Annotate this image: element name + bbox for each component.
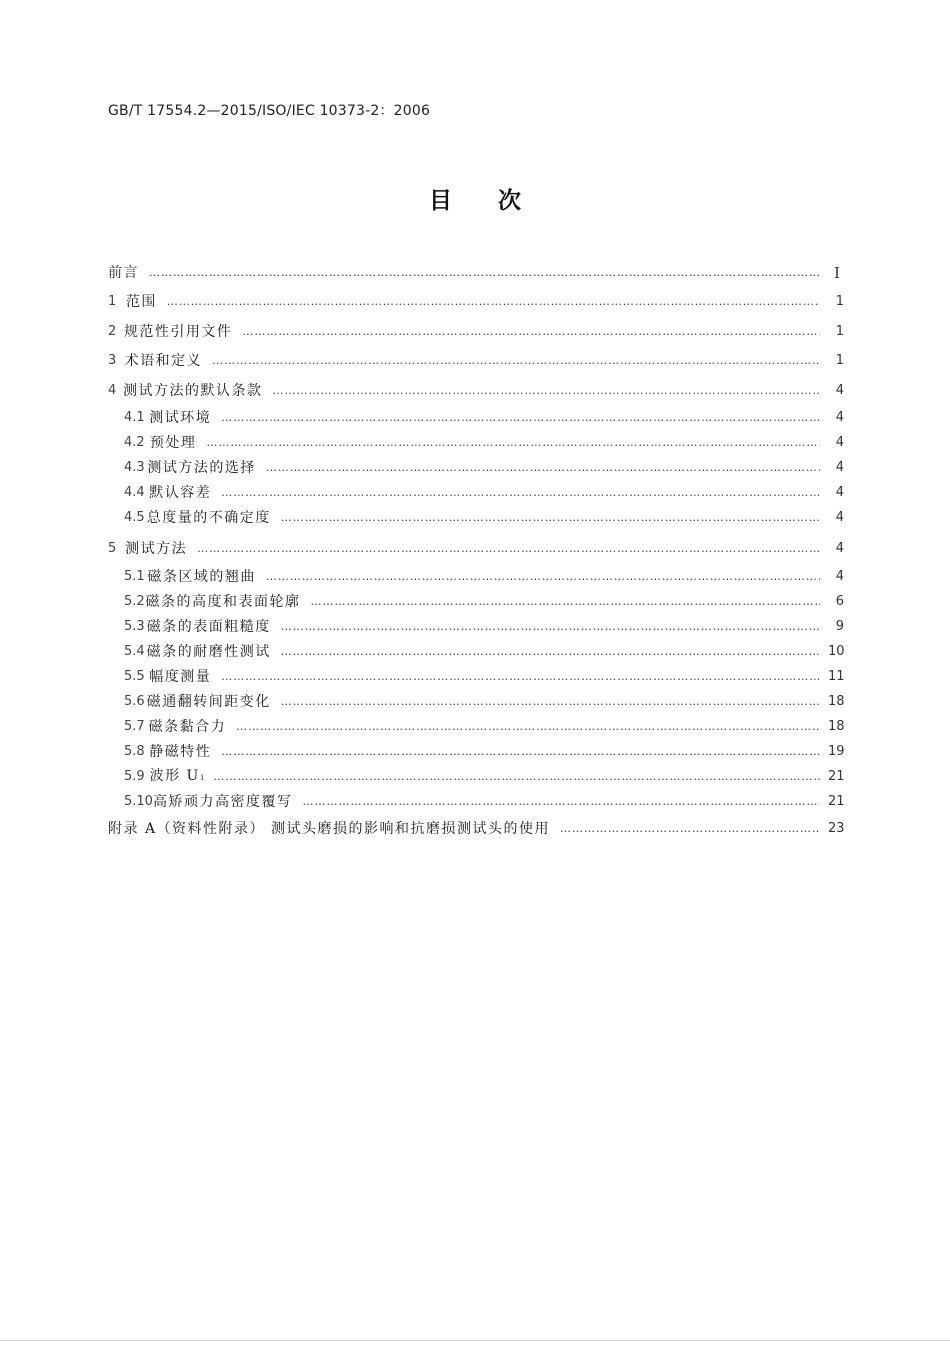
dot-leader [302,792,820,812]
dot-leader [197,539,820,559]
toc-entry-label: 范围 [125,294,157,311]
toc-entry-label: 高矫顽力高密度覆写 [152,793,293,810]
dot-leader [221,408,820,428]
toc-entry-label: 规范性引用文件 [123,323,233,340]
toc-entry-5-8[interactable] [108,739,844,764]
toc-entry-label: 附录 A（资料性附录） 测试头磨损的影响和抗磨损测试头的使用 [108,820,551,837]
toc-entry-2[interactable] [108,317,844,347]
dot-leader [221,742,820,762]
toc-entry-number: 3 [108,353,117,369]
toc-entry-3[interactable] [108,347,844,377]
toc-entry-page: 4 [835,510,844,525]
toc-entry-5-4[interactable] [108,639,844,664]
dot-leader [266,458,820,478]
toc-entry-page: 23 [828,820,845,836]
dot-leader [560,819,820,839]
toc-entry-page: 21 [828,793,845,809]
toc-entry-foreword[interactable] [108,258,844,288]
toc-entry-number: 5 [108,541,117,557]
dot-leader [281,692,820,712]
toc-entry-number: 4.3 [124,460,145,475]
toc-entry-4-5[interactable] [108,506,844,531]
toc-entry-number: 5.6 [124,693,145,709]
toc-entry-5-5[interactable] [108,664,844,689]
toc-entry-label: 测试方法的默认条款 [123,382,263,399]
toc-entry-page: 11 [828,668,845,684]
toc-entry-label: 磁条的耐磨性测试 [146,643,271,660]
toc-entry-4-1[interactable] [108,406,844,431]
toc-entry-label-subscript: i [200,772,204,782]
toc-entry-5-6[interactable] [108,689,844,714]
toc-entry-page: 6 [835,593,844,609]
toc-entry-number: 5.5 [124,668,145,684]
toc-entry-page: 4 [835,410,844,425]
toc-entry-label: 预处理 [149,435,197,451]
toc-entry-label: 静磁特性 [149,743,212,760]
toc-entry-5-7[interactable] [108,714,844,739]
standard-number-header: GB/T 17554.2—2015/ISO/IEC 10373-2：2006 [108,103,431,119]
toc-entry-4-3[interactable] [108,456,844,481]
toc-entry-annex-a[interactable] [108,814,844,844]
toc-entry-number: 5.8 [124,743,145,759]
toc-entry-number: 4.1 [124,410,145,425]
toc-entry-page: 1 [835,323,844,339]
toc-entry-label: 磁通翻转间距变化 [146,693,271,710]
toc-entry-label-group [150,766,204,788]
toc-entry-number: 5.4 [124,643,145,659]
toc-entry-label: 波形 U [149,767,200,784]
toc-entry-5[interactable] [108,535,844,565]
toc-entry-page: 1 [835,353,844,369]
dot-leader [281,617,820,637]
toc-entry-page: 4 [835,541,844,557]
toc-entry-4-4[interactable] [108,481,844,506]
dot-leader [266,567,820,587]
toc-entry-label: 幅度测量 [149,668,212,685]
dot-leader [281,508,820,528]
table-of-contents [108,258,844,844]
dot-leader [212,351,820,371]
toc-entry-number: 5.3 [124,618,145,634]
page-bottom-divider [0,1340,950,1341]
toc-entry-5-3[interactable] [108,614,844,639]
toc-entry-number: 4.4 [124,485,145,500]
toc-entry-page: 9 [835,618,844,634]
toc-entry-page: 18 [828,693,845,709]
dot-leader [236,717,820,737]
toc-entry-page: 4 [835,568,844,584]
toc-entry-label: 磁条的高度和表面轮廓 [145,593,301,610]
dot-leader [213,767,820,787]
toc-entry-label: 磁条黏合力 [148,718,227,735]
toc-entry-page: 1 [835,294,844,310]
toc-entry-label: 磁条的表面粗糙度 [146,618,271,635]
dot-leader [167,292,820,312]
toc-entry-number: 4.2 [124,435,145,450]
toc-entry-label: 测试方法的选择 [147,460,256,476]
toc-entry-number: 4.5 [124,510,145,525]
toc-entry-page: I [834,263,840,282]
toc-entry-1[interactable] [108,288,844,318]
toc-entry-number: 4 [108,382,117,398]
toc-entry-page: 21 [828,768,845,784]
toc-entry-4-2[interactable] [108,431,844,456]
toc-entry-label: 测试环境 [149,410,212,426]
dot-leader [281,642,820,662]
toc-entry-number: 5.1 [124,568,145,584]
toc-entry-number: 5.2 [124,593,145,609]
toc-entry-number: 2 [108,323,117,339]
toc-entry-number: 5.10 [124,793,153,809]
toc-entry-page: 4 [835,485,844,500]
dot-leader [149,263,822,283]
toc-entry-number: 5.9 [124,768,145,784]
toc-entry-label: 前言 [108,264,139,281]
toc-entry-page: 18 [828,718,845,734]
toc-entry-5-2[interactable] [108,589,844,614]
dot-leader [311,592,821,612]
toc-entry-5-10[interactable] [108,789,844,814]
toc-entry-page: 19 [828,743,845,759]
toc-entry-number: 1 [108,294,117,310]
dot-leader [221,483,820,503]
toc-entry-label: 术语和定义 [124,353,203,370]
page-title: 目次 [429,188,567,214]
toc-entry-page: 10 [828,643,845,659]
dot-leader [206,433,820,453]
toc-entry-label: 默认容差 [149,485,212,501]
dot-leader [273,381,820,401]
toc-entry-label: 测试方法 [125,541,188,558]
dot-leader [242,322,820,342]
dot-leader [221,667,820,687]
toc-entry-5-1[interactable] [108,564,844,589]
toc-entry-number: 5.7 [124,718,145,734]
toc-entry-label: 磁条区域的翘曲 [147,568,256,585]
toc-entry-4[interactable] [108,376,844,406]
toc-entry-page: 4 [835,382,844,398]
toc-entry-label: 总度量的不确定度 [146,510,271,526]
toc-entry-5-9[interactable] [108,764,844,789]
toc-entry-page: 4 [835,460,844,475]
toc-entry-page: 4 [835,435,844,450]
